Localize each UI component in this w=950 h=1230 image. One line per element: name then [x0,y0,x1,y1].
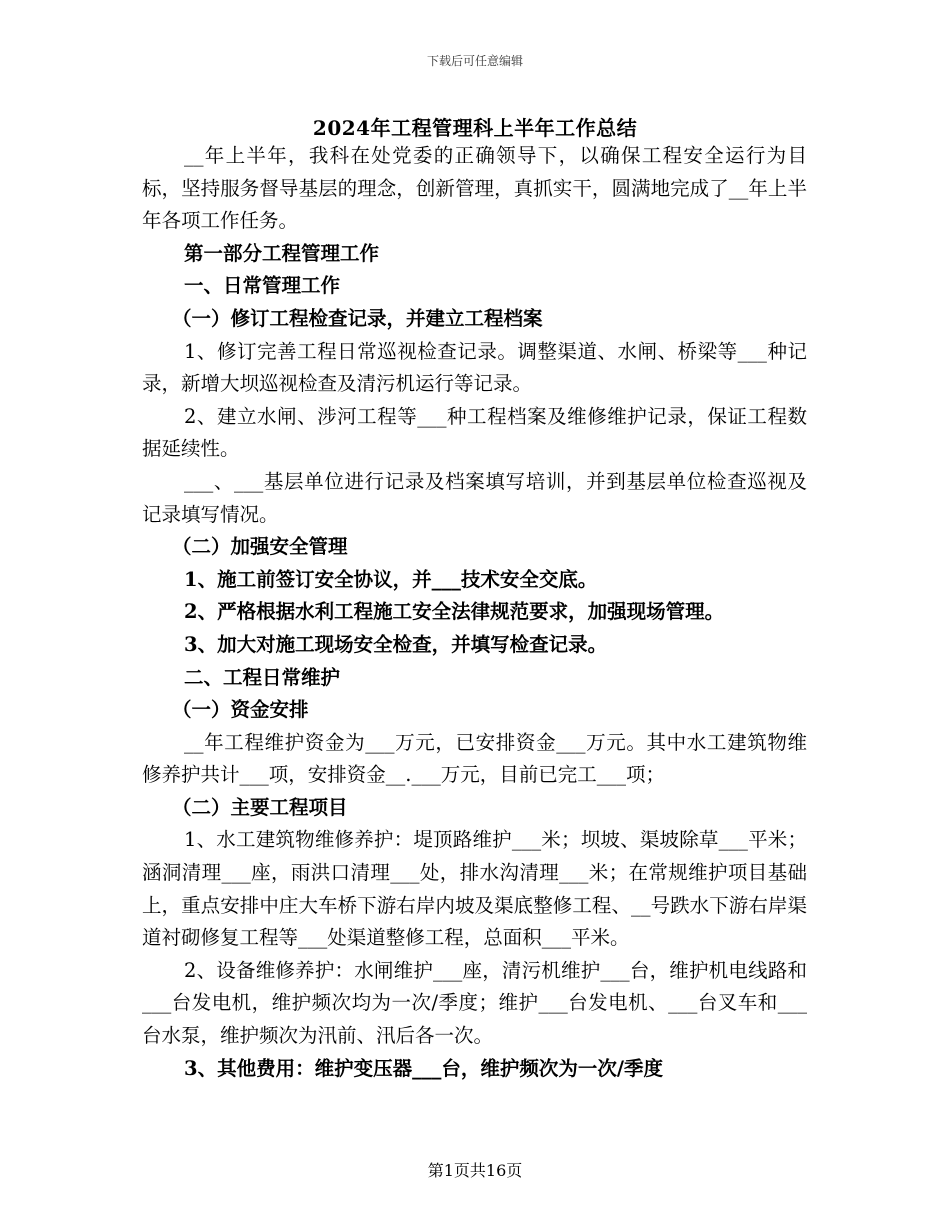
document-body [142,140,807,1085]
bold-list-item: 3、加大对施工现场安全检查，并填写检查记录。 [184,632,608,656]
bold-list-item: 1、施工前签订安全协议，并___技术安全交底。 [184,567,598,591]
item-heading: （二）主要工程项目 [172,795,348,819]
item-heading: （一）资金安排 [172,698,309,722]
item-heading: （二）加强安全管理 [172,535,348,559]
body-paragraph: 1、水工建筑物维修养护：堤顶路维护___米；坝坡、渠坡除草___平米；涵洞清理___座，雨洪口清理___处，排水沟清理___米；在常规维护项目基础上，重点安排中庄大车桥下游右岸内坡及渠底整修工程、__号跌水下游右岸渠道衬砌修复工程等___处渠道整修工程，总面积___平米。 [142,828,807,950]
header-note: 下载后可任意编辑 [426,54,523,68]
intro-paragraph: __年上半年，我科在处党委的正确领导下，以确保工程安全运行为目标，坚持服务督导基层的理念，创新管理，真抓实干，圆满地完成了__年上半年各项工作任务。 [142,144,807,233]
body-paragraph: 1、修订完善工程日常巡视检查记录。调整渠道、水闸、桥梁等___种记录，新增大坝巡视检查及清污机运行等记录。 [142,339,807,396]
section-heading: 第一部分工程管理工作 [184,241,380,265]
subsection-heading: 一、日常管理工作 [184,274,341,298]
page-number: 第1页共16页 [427,1161,523,1180]
bold-list-item: 3、其他费用：维护变压器___台，维护频次为一次/季度 [184,1056,663,1080]
subsection-heading: 二、工程日常维护 [184,665,341,689]
body-paragraph: ___、___基层单位进行记录及档案填写培训，并到基层单位检查巡视及记录填写情况。 [142,469,807,526]
item-heading: （一）修订工程检查记录，并建立工程档案 [172,306,543,330]
body-paragraph: __年工程维护资金为___万元，已安排资金___万元。其中水工建筑物维修养护共计___项，安排资金__.___万元，目前已完工___项； [142,730,807,787]
body-paragraph: 2、建立水闸、涉河工程等___种工程档案及维修维护记录，保证工程数据延续性。 [142,404,807,461]
body-paragraph: 2、设备维修养护：水闸维护___座，清污机维护___台，维护机电线路和___台发电机，维护频次均为一次/季度；维护___台发电机、___台叉车和___台水泵，维护频次为汛前、汛后各一次。 [142,958,807,1048]
document-title: 2024年工程管理科上半年工作总结 [312,116,638,140]
bold-list-item: 2、严格根据水利工程施工安全法律规范要求，加强现场管理。 [184,600,725,624]
